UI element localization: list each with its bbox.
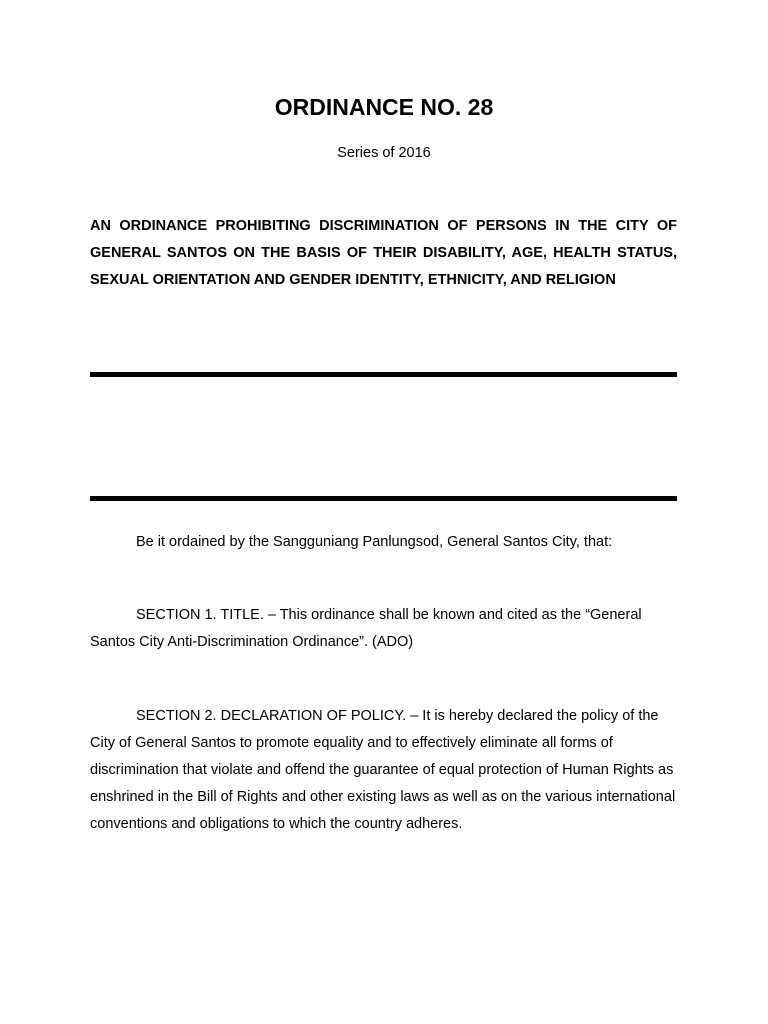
series-year: Series of 2016	[337, 145, 431, 161]
ordinance-heading: AN ORDINANCE PROHIBITING DISCRIMINATION OF PERSONS IN THE CITY OF GENERAL SANTOS ON THE BASIS OF THEIR DISABILITY, AGE, HEALTH STATUS, SEXUAL ORIENTATION AND GENDER IDENTITY, ETHNICITY, AND RELIGION	[90, 218, 677, 288]
section-2-declaration-of-policy: SECTION 2. DECLARATION OF POLICY. – It is hereby declared the policy of the City of General Santos to promote equality and to effectively eliminate all forms of discrimination that violate and offend the guarantee of equal protection of Human Rights as enshrined in the Bill of Rights and other existing laws as well as on the various international conventions and obligations to which the country adheres.	[90, 708, 676, 832]
ordinance-title: ORDINANCE NO. 28	[274, 94, 494, 120]
top-divider	[90, 372, 677, 377]
section-1-title: SECTION 1. TITLE. – This ordinance shall be known and cited as the “General Santos City Anti-Discrimination Ordinance”. (ADO)	[90, 607, 642, 650]
enacting-clause: Be it ordained by the Sangguniang Panlungsod, General Santos City, that:	[136, 534, 613, 550]
bottom-divider	[90, 496, 677, 501]
